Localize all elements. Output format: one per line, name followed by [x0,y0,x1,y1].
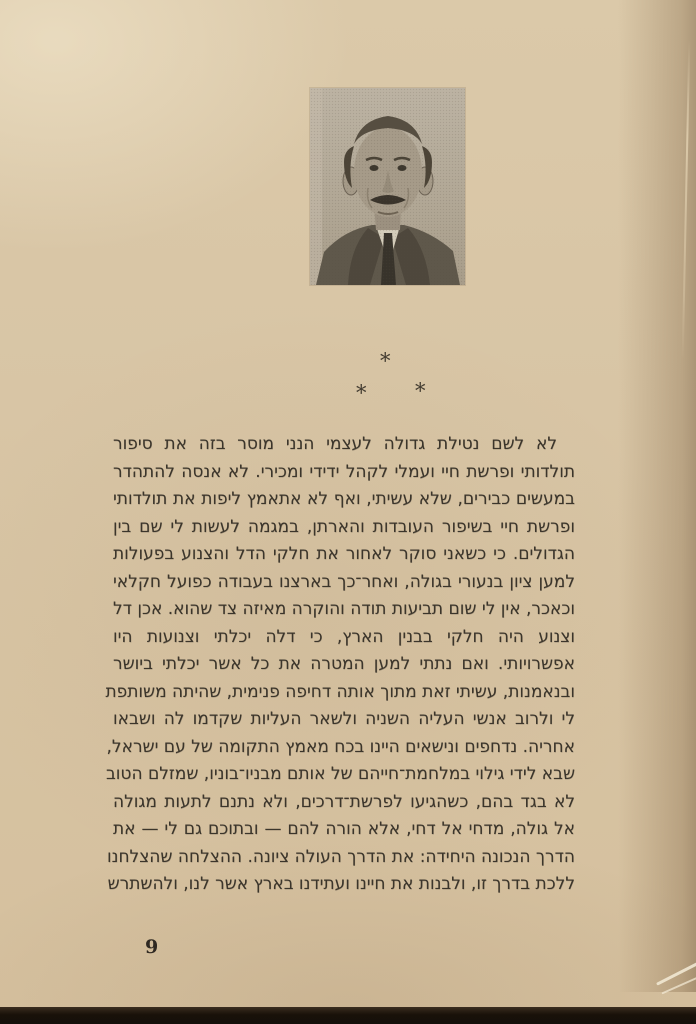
text-line: אפשרויותי. ואם נתתי למען המטרה את כל אשר יכלתי ביושר [113,654,575,674]
scanner-background-strip [0,1007,696,1024]
text-line: שבא לידי גילוי במלחמת־חייהם של אותם מבניו־בוניו, שמזלם הטוב [105,764,575,784]
portrait-illustration [310,88,465,285]
text-line: תולדותי ופרשת חיי ועמלי לקהל ידידי ומכירי. לא אנסה להתהדר [113,461,575,482]
portrait-photo [310,88,465,285]
memoir-text-block [105,431,575,899]
page-number: 9 [145,936,159,958]
text-line: לא בגד בהם, כשהגיעו לפרשת־דרכים, ולא נתנם לתעות מגולה [113,791,575,812]
asterisk-icon: * [356,381,367,405]
text-line: לי ולרוב אנשי העליה השניה ולשאר העליות שקדמו לה ושבאו [113,709,575,729]
text-line: וכאכר, אין לי שום תביעות תודה והוקרה מאיזה צד שהוא. אכן דל [113,599,575,619]
text-line: ופרשת חיי בשיפור העובדות והארתן, במגמה לעשות לי שם בין [113,516,575,537]
page-edge-shadow [618,0,696,992]
text-line: במעשים כבירים, שלא עשיתי, ואף לא אתאמץ ליפות את תולדותי [113,489,575,509]
text-line: למען ציון בנעורי בגולה, ואחר־כך בארצנו בעבודה כפועל חקלאי [113,571,575,592]
text-line: אל גולה, מדחי אל דחי, אלא הורה להם — ובתוכם גם לי — את [113,819,575,839]
text-line: ובנאמנות, עשיתי זאת מתוך אותה דחיפה פנימית, שהיתה משותפת [105,681,575,702]
text-line: אחריה. נדחפים ונישאים היינו בכח מאמץ התקומה של עם ישראל, [106,736,575,757]
text-line: וצנוע היה חלקי בבנין הארץ, כי דלה יכלתי וצנועות היו [113,626,575,647]
text-line: הדרך הנכונה היחידה: את הדרך העולה ציונה. ההצלחה שהצלחנו [107,846,575,867]
asterisk-icon: * [415,379,426,403]
text-line: ללכת בדרך זו, ולבנות את חיינו ועתידנו בארץ אשר לנו, ולהשתרש [107,874,575,894]
text-line: לא לשם נטילת גדולה לעצמי הנני מוסר בזה את סיפור [113,434,557,454]
page-crease-line [682,40,691,360]
text-line: הגדולים. כי כשאני סוקר לאחור את חלקי הדל והצנוע בפעולות [113,544,575,564]
asterisk-icon: * [380,349,391,373]
